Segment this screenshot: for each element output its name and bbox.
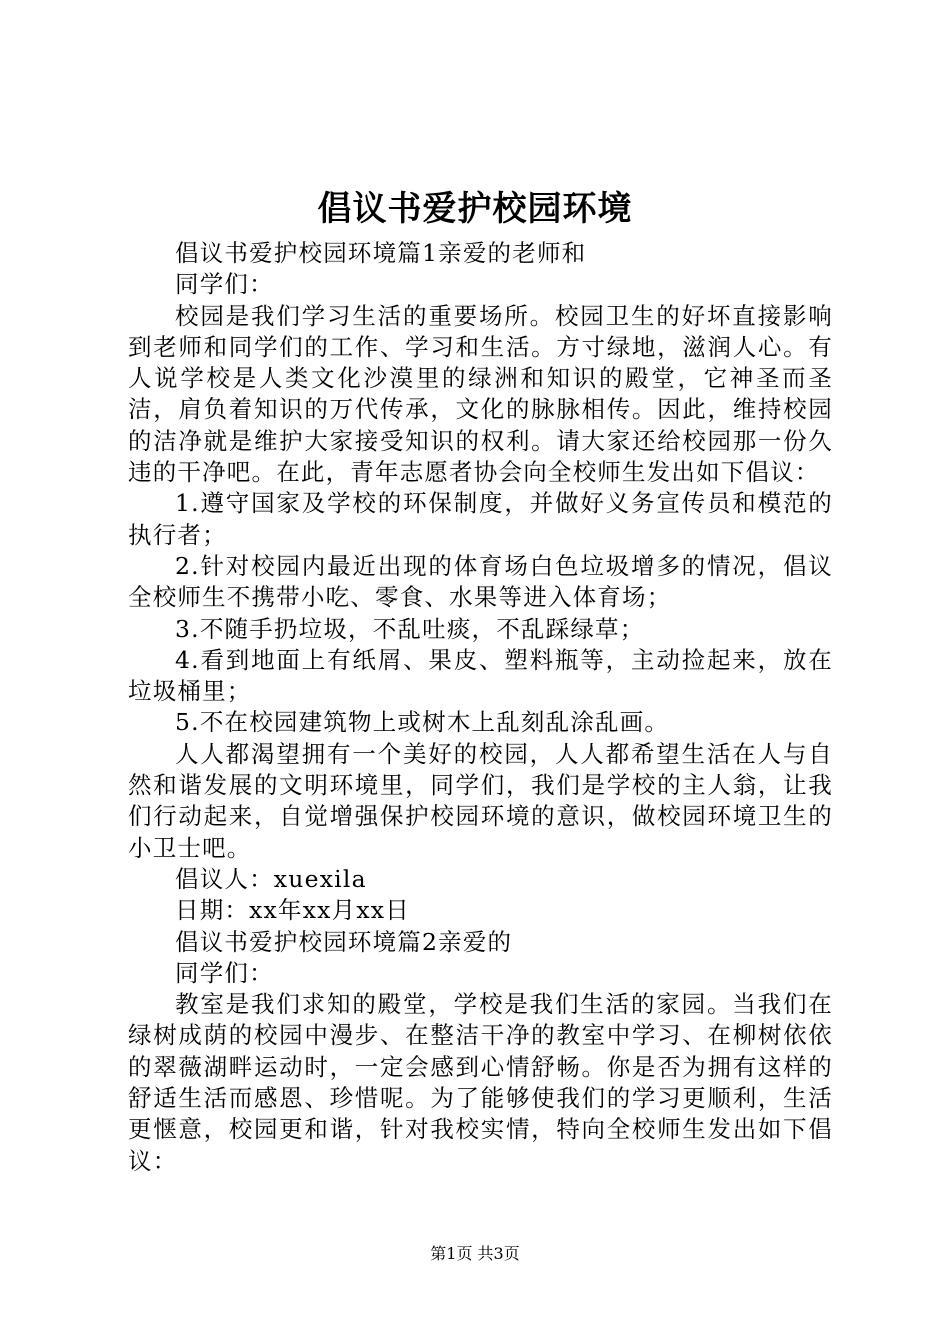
- proposal-item-4: 4.看到地面上有纸屑、果皮、塑料瓶等，主动捡起来，放在垃圾桶里；: [128, 645, 833, 706]
- section-1-closing: 人人都渴望拥有一个美好的校园，人人都希望生活在人与自然和谐发展的文明环境里，同学们，我们是学校的主人翁，让我们行动起来，自觉增强保护校园环境的意识，做校园环境卫生的小卫士吧。: [128, 739, 833, 862]
- document-body: [128, 238, 833, 1177]
- date-line: 日期：xx年xx月xx日: [175, 896, 410, 925]
- section-2-intro: 教室是我们求知的殿堂，学校是我们生活的家园。当我们在绿树成荫的校园中漫步、在整洁干净的教室中学习、在柳树依依的翠薇湖畔运动时，一定会感到心情舒畅。你是否为拥有这样的舒适生活而感恩、珍惜呢。为了能够使我们的学习更顺利，生活更惬意，校园更和谐，针对我校实情，特向全校师生发出如下倡议：: [128, 990, 833, 1175]
- section-2-salutation: 同学们：: [175, 958, 274, 987]
- section-2-heading: 倡议书爱护校园环境篇2亲爱的: [175, 927, 513, 956]
- section-1-salutation: 同学们：: [175, 270, 274, 299]
- proposal-item-2: 2.针对校园内最近出现的体育场白色垃圾增多的情况，倡议全校师生不携带小吃、零食、水果等进入体育场；: [128, 551, 833, 612]
- page-title: 倡议书爱护校园环境: [317, 189, 633, 229]
- proposal-item-3: 3.不随手扔垃圾，不乱吐痰，不乱踩绿草；: [175, 614, 645, 643]
- proposal-item-5: 5.不在校园建筑物上或树木上乱刻乱涂乱画。: [175, 708, 670, 737]
- page-footer: [0, 1243, 950, 1265]
- signer-line: 倡议人：xuexila: [175, 864, 367, 893]
- proposal-item-1: 1.遵守国家及学校的环保制度，并做好义务宣传员和模范的执行者；: [128, 489, 833, 549]
- page-number: 第1页 共3页: [430, 1244, 520, 1263]
- section-1-intro: 校园是我们学习生活的重要场所。校园卫生的好坏直接影响到老师和同学们的工作、学习和生活。方寸绿地，滋润人心。有人说学校是人类文化沙漠里的绿洲和知识的殿堂，它神圣而圣洁，肩负着知识的万代传承，文化的脉脉相传。因此，维持校园的洁净就是维护大家接受知识的权利。请大家还给校园那一份久违的干净吧。在此，青年志愿者协会向全校师生发出如下倡议：: [128, 301, 833, 487]
- section-1-heading: 倡议书爱护校园环境篇1亲爱的老师和: [175, 239, 587, 267]
